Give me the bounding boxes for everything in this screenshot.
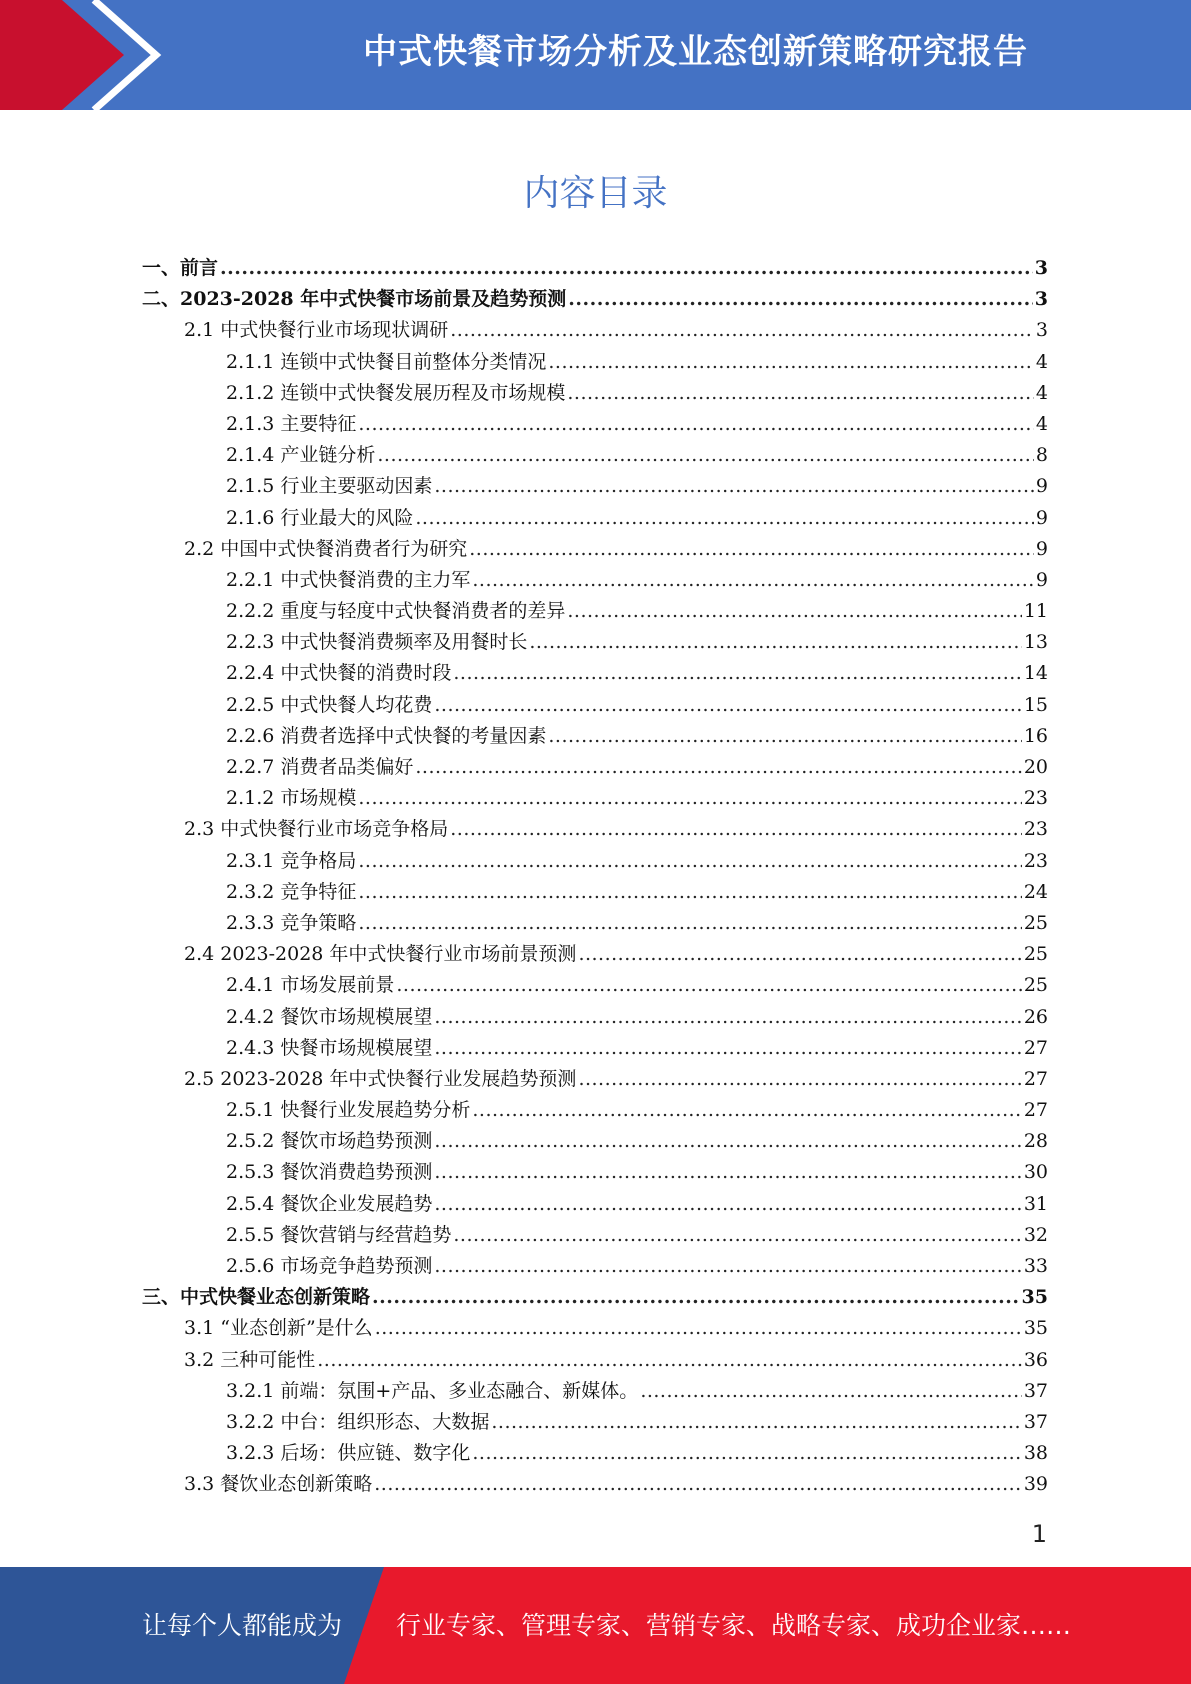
toc-dot-leader	[578, 1068, 1021, 1090]
toc-entry-page: 3	[1034, 288, 1048, 311]
toc-entry[interactable]	[142, 1407, 1048, 1438]
toc-entry[interactable]	[142, 752, 1048, 783]
toc-heading: 内容目录	[523, 173, 668, 214]
toc-entry-page: 9	[1035, 568, 1048, 591]
toc-entry-page: 27	[1023, 1036, 1048, 1059]
toc-dot-leader	[548, 351, 1034, 373]
toc-entry[interactable]	[142, 783, 1048, 814]
toc-dot-leader	[472, 1099, 1021, 1121]
toc-dot-leader	[434, 1130, 1021, 1152]
toc-entry-title: 2.1 中式快餐行业市场现状调研	[184, 319, 449, 342]
toc-entry-page: 4	[1035, 412, 1048, 435]
toc-entry-title: 2.4 2023-2028 年中式快餐行业市场前景预测	[184, 943, 577, 966]
toc-entry-page: 32	[1023, 1223, 1048, 1246]
toc-entry-page: 35	[1023, 1317, 1048, 1340]
toc-dot-leader	[472, 569, 1034, 591]
toc-entry[interactable]	[142, 315, 1048, 346]
toc-dot-leader	[358, 912, 1021, 934]
toc-entry-title: 3.1 “业态创新”是什么	[184, 1317, 373, 1340]
toc-entry-title: 2.2.6 消费者选择中式快餐的考量因素	[226, 724, 547, 747]
toc-entry[interactable]	[142, 1251, 1048, 1282]
toc-entry-page: 23	[1023, 849, 1048, 872]
toc-dot-leader	[434, 694, 1021, 716]
toc-dot-leader	[358, 413, 1034, 435]
report-title: 中式快餐市场分析及业态创新策略研究报告	[363, 32, 1028, 72]
toc-entry-page: 8	[1035, 444, 1048, 467]
toc-entry[interactable]	[142, 1313, 1048, 1344]
toc-entry-page: 35	[1021, 1286, 1048, 1309]
toc-entry[interactable]	[142, 658, 1048, 689]
toc-dot-leader	[548, 725, 1021, 747]
toc-entry-title: 2.2.5 中式快餐人均花费	[226, 693, 433, 716]
toc-entry-title: 2.3.1 竞争格局	[226, 849, 357, 872]
header-red-arrow	[0, 0, 124, 110]
toc-dot-leader	[415, 756, 1021, 778]
toc-entry-title: 三、中式快餐业态创新策略	[142, 1286, 371, 1309]
toc-entry[interactable]	[142, 596, 1048, 627]
footer-slogan-left: 让每个人都能成为	[142, 1611, 343, 1640]
toc-dot-leader	[317, 1349, 1022, 1371]
toc-entry[interactable]	[142, 347, 1048, 378]
toc-entry[interactable]	[142, 908, 1048, 939]
toc-entry-page: 25	[1023, 911, 1048, 934]
toc-dot-leader	[469, 538, 1034, 560]
toc-entry-page: 15	[1023, 693, 1048, 716]
toc-entry[interactable]	[142, 814, 1048, 845]
toc-entry-page: 38	[1023, 1442, 1048, 1465]
toc-entry-page: 11	[1023, 600, 1048, 623]
toc-entry[interactable]	[142, 1095, 1048, 1126]
toc-entry-page: 30	[1023, 1161, 1048, 1184]
toc-entry-page: 25	[1023, 974, 1048, 997]
toc-entry[interactable]	[142, 1064, 1048, 1095]
toc-entry[interactable]	[142, 253, 1048, 284]
toc-entry-page: 27	[1023, 1099, 1048, 1122]
footer-slogan-right: 行业专家、管理专家、营销专家、战略专家、成功企业家……	[396, 1611, 1072, 1640]
toc-entry-title: 3.2.3 后场：供应链、数字化	[226, 1442, 471, 1465]
toc-entry[interactable]	[142, 284, 1048, 315]
toc-dot-leader	[491, 1411, 1021, 1433]
toc-entry[interactable]	[142, 721, 1048, 752]
toc-entry-title: 2.5.2 餐饮市场趋势预测	[226, 1130, 433, 1153]
toc-entry[interactable]	[142, 378, 1048, 409]
toc-entry-title: 3.3 餐饮业态创新策略	[184, 1473, 373, 1496]
toc-entry-title: 3.2 三种可能性	[184, 1348, 316, 1371]
toc-entry[interactable]	[142, 1438, 1048, 1469]
toc-entry-title: 2.5.4 餐饮企业发展趋势	[226, 1192, 433, 1215]
toc-dot-leader	[453, 662, 1021, 684]
toc-entry-page: 23	[1023, 787, 1048, 810]
toc-entry-title: 3.2.1 前端：氛围+产品、多业态融合、新媒体。	[226, 1379, 639, 1402]
toc-entry-title: 2.3.3 竞争策略	[226, 911, 357, 934]
toc-entry-title: 2.2 中国中式快餐消费者行为研究	[184, 537, 468, 560]
toc-entry-page: 31	[1023, 1192, 1048, 1215]
toc-dot-leader	[374, 1473, 1022, 1495]
page-number: 1	[1031, 1520, 1047, 1548]
toc-entry[interactable]	[142, 1189, 1048, 1220]
toc-entry-title: 2.5.1 快餐行业发展趋势分析	[226, 1099, 471, 1122]
footer-banner	[0, 1567, 1191, 1684]
toc-entry-title: 2.2.7 消费者品类偏好	[226, 756, 414, 778]
toc-entry-page: 36	[1023, 1348, 1048, 1371]
toc-dot-leader	[434, 475, 1034, 497]
toc-entry-title: 2.1.5 行业主要驱动因素	[226, 475, 433, 498]
toc-dot-leader	[434, 1037, 1021, 1059]
toc-entry-page: 9	[1035, 475, 1048, 498]
toc-entry[interactable]	[142, 1469, 1048, 1500]
toc-entry-title: 2.1.6 行业最大的风险	[226, 506, 414, 529]
toc-dot-leader	[434, 1006, 1021, 1028]
toc-entry-title: 2.1.3 主要特征	[226, 412, 357, 435]
toc-entry[interactable]	[142, 970, 1048, 1001]
toc-dot-leader	[377, 444, 1034, 466]
toc-entry-title: 二、2023-2028 年中式快餐市场前景及趋势预测	[142, 288, 567, 311]
toc-entry[interactable]	[142, 877, 1048, 908]
toc-entry[interactable]	[142, 939, 1048, 970]
toc-entry-title: 2.2.2 重度与轻度中式快餐消费者的差异	[226, 600, 566, 623]
toc-dot-leader	[640, 1380, 1022, 1402]
toc-dot-leader	[396, 974, 1021, 996]
toc-dot-leader	[220, 257, 1033, 279]
toc-dot-leader	[372, 1286, 1020, 1308]
toc-entry-page: 4	[1035, 350, 1048, 373]
toc-dot-leader	[529, 631, 1021, 653]
toc-entry-page: 23	[1023, 818, 1048, 841]
toc-entry-title: 2.2.3 中式快餐消费频率及用餐时长	[226, 631, 528, 654]
toc-entry-page: 3	[1034, 257, 1048, 279]
toc-entry-page: 9	[1035, 506, 1048, 529]
toc-entry-title: 2.3 中式快餐行业市场竞争格局	[184, 818, 449, 841]
toc-entry-page: 24	[1023, 880, 1048, 903]
toc-entry[interactable]	[142, 409, 1048, 440]
toc-entry[interactable]	[142, 1126, 1048, 1157]
toc-entry-page: 39	[1023, 1473, 1048, 1496]
toc-entry[interactable]	[142, 1282, 1048, 1313]
toc-entry-page: 25	[1023, 943, 1048, 966]
toc-dot-leader	[434, 1193, 1021, 1215]
toc-entry-page: 33	[1023, 1255, 1048, 1277]
toc-entry[interactable]	[142, 565, 1048, 596]
toc-dot-leader	[578, 943, 1021, 965]
toc-dot-leader	[472, 1442, 1021, 1464]
toc-entry-title: 2.5.3 餐饮消费趋势预测	[226, 1161, 433, 1184]
toc-entry[interactable]	[142, 1345, 1048, 1376]
toc-dot-leader	[434, 1161, 1021, 1183]
toc-entry[interactable]	[142, 1033, 1048, 1064]
toc-entry-page: 20	[1023, 756, 1048, 778]
report-header-banner	[0, 0, 1191, 110]
toc-entry-page: 16	[1023, 724, 1048, 747]
toc-dot-leader	[358, 787, 1021, 809]
toc-entry-page: 28	[1023, 1130, 1048, 1153]
toc-entry-title: 2.1.4 产业链分析	[226, 444, 376, 467]
toc-entry-title: 2.4.2 餐饮市场规模展望	[226, 1005, 433, 1028]
toc-entry-page: 4	[1035, 381, 1048, 404]
toc-entry-title: 2.1.1 连锁中式快餐目前整体分类情况	[226, 350, 547, 373]
toc-dot-leader	[358, 850, 1021, 872]
toc-entry-title: 2.2.4 中式快餐的消费时段	[226, 662, 452, 685]
toc-dot-leader	[450, 319, 1034, 341]
toc-dot-leader	[434, 1255, 1021, 1277]
toc-entry-title: 2.5.5 餐饮营销与经营趋势	[226, 1223, 452, 1246]
toc-entry-title: 一、前言	[142, 257, 219, 279]
toc-entry-title: 2.4.1 市场发展前景	[226, 974, 395, 997]
toc-dot-leader	[453, 1224, 1021, 1246]
toc-entry[interactable]	[142, 1376, 1048, 1407]
toc-entry[interactable]	[142, 1157, 1048, 1188]
toc-entry-page: 27	[1023, 1067, 1048, 1090]
toc-dot-leader	[567, 382, 1034, 404]
toc-dot-leader	[358, 881, 1021, 903]
toc-entry-page: 9	[1035, 537, 1048, 560]
toc-entry[interactable]	[142, 846, 1048, 877]
toc-entry[interactable]	[142, 1002, 1048, 1033]
toc-entry-page: 13	[1023, 631, 1048, 654]
toc-dot-leader	[567, 600, 1021, 622]
toc-entry[interactable]	[142, 690, 1048, 721]
toc-entry-title: 2.3.2 竞争特征	[226, 880, 357, 903]
toc-dot-leader	[415, 507, 1034, 529]
toc-entry[interactable]	[142, 534, 1048, 565]
toc-entry[interactable]	[142, 440, 1048, 471]
toc-entry-title: 2.5.6 市场竞争趋势预测	[226, 1255, 433, 1277]
toc-entry-page: 26	[1023, 1005, 1048, 1028]
toc-entry-title: 2.1.2 市场规模	[226, 787, 357, 810]
toc-entry-title: 2.4.3 快餐市场规模展望	[226, 1036, 433, 1059]
toc-entry-title: 2.1.2 连锁中式快餐发展历程及市场规模	[226, 381, 566, 404]
toc-entry[interactable]	[142, 1220, 1048, 1251]
toc-entry[interactable]	[142, 503, 1048, 534]
table-of-contents	[142, 253, 1048, 1501]
toc-entry-title: 3.2.2 中台：组织形态、大数据	[226, 1410, 490, 1433]
toc-dot-leader	[375, 1317, 1022, 1339]
toc-entry-title: 2.5 2023-2028 年中式快餐行业发展趋势预测	[184, 1067, 577, 1090]
toc-entry-page: 37	[1023, 1379, 1048, 1402]
toc-entry-page: 14	[1023, 662, 1048, 685]
toc-entry-page: 3	[1035, 319, 1048, 342]
toc-entry-page: 37	[1023, 1410, 1048, 1433]
toc-entry[interactable]	[142, 471, 1048, 502]
toc-dot-leader	[568, 288, 1033, 310]
toc-entry-title: 2.2.1 中式快餐消费的主力军	[226, 568, 471, 591]
toc-entry[interactable]	[142, 627, 1048, 658]
toc-dot-leader	[450, 818, 1022, 840]
